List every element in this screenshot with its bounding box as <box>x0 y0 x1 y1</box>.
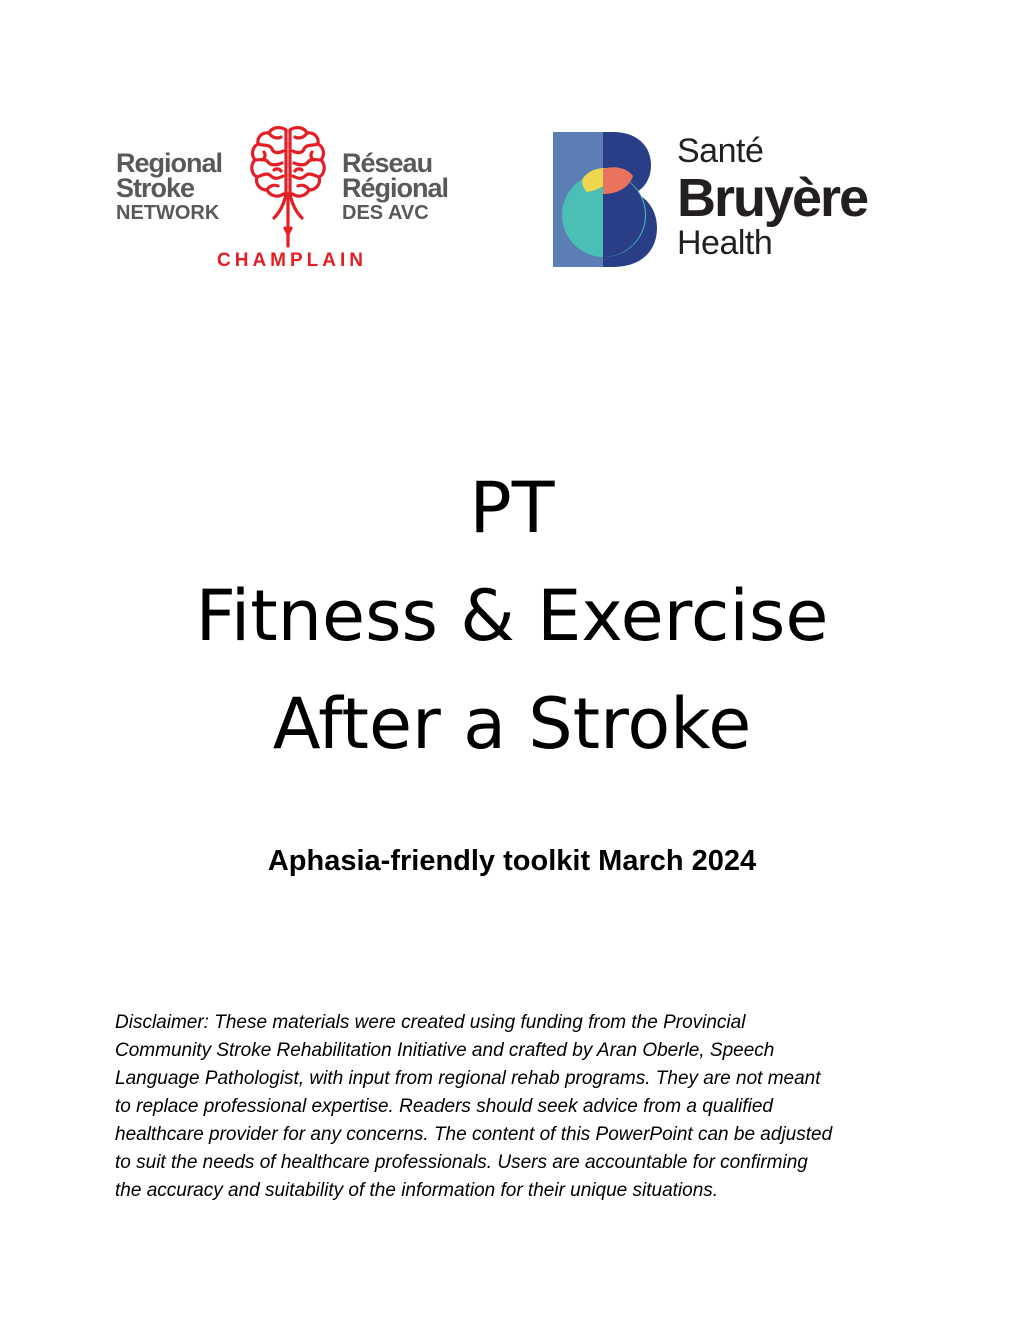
rsn-word-des-avc: DES AVC <box>342 202 429 224</box>
disclaimer-line: to suit the needs of healthcare professionals. Users are accountable for confirming <box>115 1152 808 1173</box>
letter-b-mark-icon <box>553 132 657 267</box>
sbh-wordmark <box>677 132 867 260</box>
rsn-word-network: NETWORK <box>116 202 220 224</box>
title-line-3: After a Stroke <box>272 683 752 765</box>
rsn-word-regional: Regional <box>116 148 223 178</box>
sbh-word-bruyere: Bruyère <box>677 168 868 228</box>
rsn-english-name <box>116 148 223 225</box>
regional-stroke-network-logo <box>114 124 464 274</box>
sbh-word-health: Health <box>677 224 773 262</box>
rsn-word-reseau: Réseau <box>342 148 433 178</box>
disclaimer-line: Language Pathologist, with input from regional rehab programs. They are not meant <box>115 1068 821 1089</box>
brain-tree-icon <box>250 124 326 252</box>
document-title <box>0 454 1024 778</box>
disclaimer-line: Community Stroke Rehabilitation Initiative and crafted by Aran Oberle, Speech <box>115 1040 775 1061</box>
disclaimer-line: to replace professional expertise. Readers should seek advice from a qualified <box>115 1096 773 1117</box>
disclaimer-line: Disclaimer: These materials were created using funding from the Provincial <box>115 1012 746 1033</box>
rsn-region-label: CHAMPLAIN <box>217 250 367 271</box>
sbh-word-sante: Santé <box>677 132 764 170</box>
disclaimer-line: the accuracy and suitability of the information for their unique situations. <box>115 1180 719 1201</box>
rsn-word-regional-fr: Régional <box>342 173 449 203</box>
rsn-french-name <box>342 148 449 225</box>
disclaimer-line: healthcare provider for any concerns. The content of this PowerPoint can be adjusted <box>115 1124 833 1145</box>
title-line-2: Fitness & Exercise <box>195 575 829 657</box>
rsn-word-stroke: Stroke <box>116 173 195 203</box>
title-line-1: PT <box>469 467 555 549</box>
document-subtitle: Aphasia-friendly toolkit March 2024 <box>267 845 757 877</box>
sante-bruyere-health-logo <box>553 132 933 272</box>
disclaimer-paragraph <box>115 1009 915 1205</box>
